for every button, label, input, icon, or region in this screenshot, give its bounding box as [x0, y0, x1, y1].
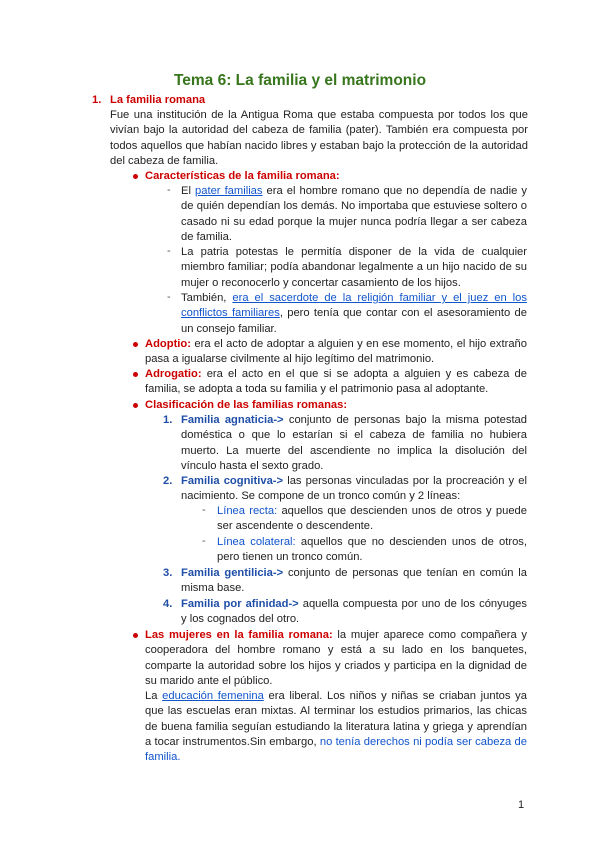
- page-number: 1: [518, 799, 525, 811]
- educacion-paragraph: La educación femenina era liberal. Los niños y niñas se criaban juntos ya que las escuelas eran mixtas. Al terminar los estudios primarios, las chicas de buena familia seguían estudiando la literatura latina y griega y aprendían a tocar instrumentos.Sin embargo, no tenía derechos ni podía ser cabeza de familia.: [145, 690, 527, 764]
- list-number: 3.: [163, 567, 173, 579]
- dash-icon: -: [167, 291, 171, 303]
- bullet-icon: [133, 342, 138, 347]
- dash-icon: -: [202, 504, 206, 516]
- caracteristicas-heading: Características de la familia romana:: [145, 170, 340, 182]
- clasificacion-heading: Clasificación de las familias romanas:: [145, 399, 348, 411]
- adrogatio-paragraph: Adrogatio: era el acto en el que si se adopta a alguien y es cabeza de familia, se adopta a toda su familia y el patrimonio pasa al adoptante.: [145, 368, 527, 396]
- linea-colateral-item: Línea colateral: aquellos que no descienden unos de otros, pero tienen un tronco común.: [217, 536, 528, 564]
- mujeres-paragraph: Las mujeres en la familia romana: la mujer aparece como compañera y cooperadora del hombre romano y está a su lado en los banquetes, comparte la autoridad sobre los hijos y criados y participa en la dignidad de su marido ante el público.: [145, 629, 527, 687]
- list-number: 1.: [163, 414, 173, 426]
- bullet-icon: [133, 403, 138, 408]
- bullet-icon: [133, 174, 138, 179]
- page-title: Tema 6: La familia y el matrimonio: [173, 72, 427, 89]
- familia-afinidad-item: Familia por afinidad-> aquella compuesta por uno de los cónyuges y los cognados del otro.: [181, 598, 527, 626]
- adoptio-paragraph: Adoptio: era el acto de adoptar a alguien y en ese momento, el hijo extraño pasa a igualarse civilmente al hijo legítimo del matrimonio.: [145, 338, 527, 366]
- familia-cognitiva-item: Familia cognitiva-> las personas vinculadas por la procreación y el nacimiento. Se compone de un tronco común y 2 líneas:: [181, 475, 527, 503]
- dash-icon: -: [167, 245, 171, 257]
- intro-paragraph: Fue una institución de la Antigua Roma que estaba compuesta por todos los que vivían bajo la autoridad del cabeza de familia (pater). También era compuesta por todos aquellos que habían nacido libres y estaban bajo la protección de la autoridad del cabeza de familia.: [110, 109, 528, 167]
- caracteristicas-item-2: La patria potestas le permitía disponer de la vida de cualquier miembro familiar; podía abandonar legalmente a un hijo nacido de su mujer o reconocerlo y concertar casamiento de los hijos.: [181, 246, 527, 289]
- bullet-icon: [133, 633, 138, 638]
- sacerdote-link[interactable]: era el sacerdote de la religión familiar y el juez en los conflictos familiares: [181, 292, 527, 320]
- pater-familias-link[interactable]: pater familias: [195, 185, 263, 197]
- section-number: 1.: [92, 94, 102, 106]
- dash-icon: -: [167, 184, 171, 196]
- list-number: 2.: [163, 475, 173, 487]
- caracteristicas-item-3: También, era el sacerdote de la religión familiar y el juez en los conflictos familiares, pero tenía que contar con el asesoramiento de un consejo familiar.: [181, 292, 527, 335]
- familia-agnaticia-item: Familia agnaticia-> conjunto de personas bajo la misma potestad doméstica o que lo estarían si el cabeza de familia no hubiera muerto. La muerte del ascendiente no implica la disolución del vínculo hasta el sexto grado.: [181, 414, 527, 472]
- familia-gentilicia-item: Familia gentilicia-> conjunto de personas que tenían en común la misma base.: [181, 567, 527, 595]
- bullet-icon: [133, 372, 138, 377]
- linea-recta-item: Línea recta: aquellos que descienden unos de otros y puede ser ascendente o descendente.: [217, 505, 527, 533]
- educacion-femenina-link[interactable]: educación femenina: [162, 690, 264, 702]
- list-number: 4.: [163, 598, 173, 610]
- dash-icon: -: [202, 535, 206, 547]
- caracteristicas-item-1: El pater familias era el hombre romano que no dependía de nadie y de quién dependían los demás. No importaba que estuviese soltero o casado ni su edad porque la mujer nunca podría llegar a ser cabeza de familia.: [181, 185, 527, 243]
- section-heading: La familia romana: [110, 94, 206, 106]
